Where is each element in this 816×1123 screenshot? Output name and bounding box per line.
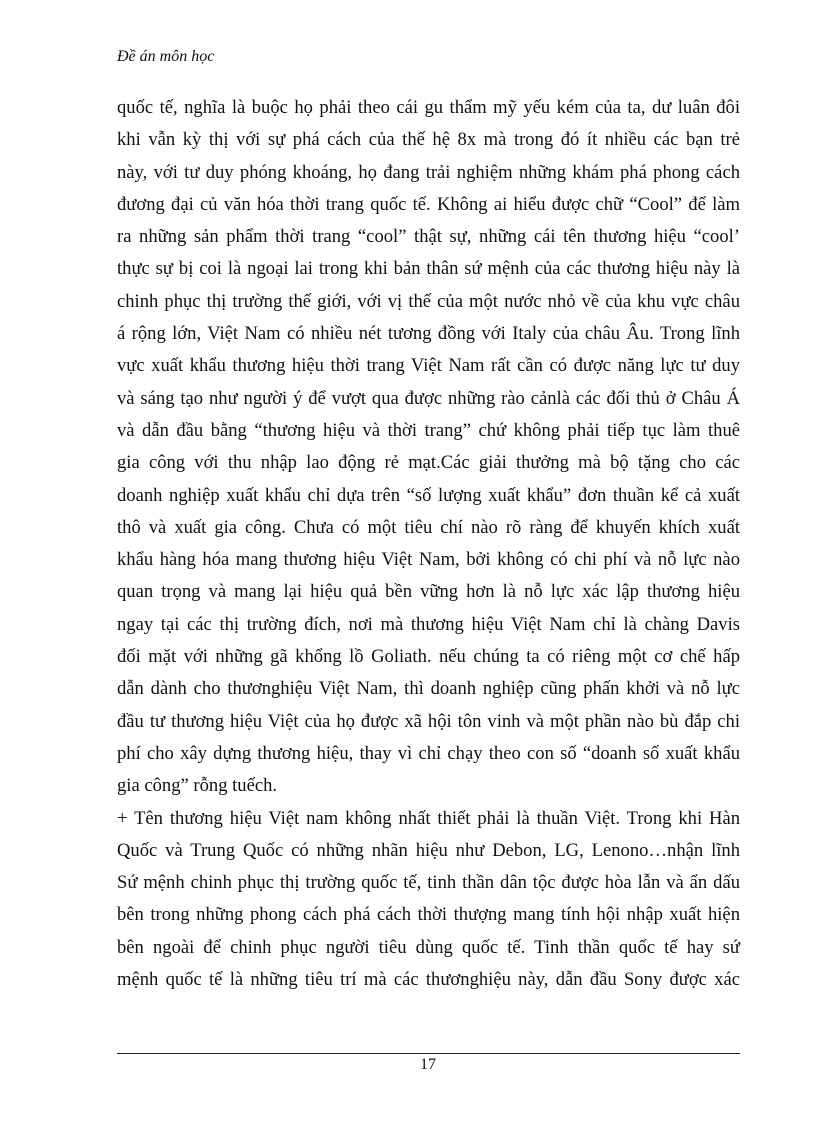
text-line: ra những sản phẩm thời trang “cool” thật sự, những cái tên thương hiệu “cool’ [117,226,740,248]
page-number: 17 [420,1056,436,1073]
text-line: gia công với thu nhập lao động rẻ mạt.Các giải thưởng mà bộ tặng cho các [117,452,740,474]
text-line: phí cho xây dựng thương hiệu, thay vì chỉ chạy theo con số “doanh số xuất khẩu [117,742,740,764]
text-line: chinh phục thị trường thế giới, với vị thế của một nước nhỏ về của khu vực châu [117,290,740,312]
text-line: + Tên thương hiệu Việt nam không nhất thiết phải là thuần Việt. Trong khi Hàn [117,807,740,829]
text-line: khi vẫn kỳ thị với sự phá cách của thế hệ 8x mà trong đó ít nhiều các bạn trẻ [117,129,740,151]
text-line: bên ngoài để chinh phục người tiêu dùng quốc tế. Tinh thần quốc tế hay sứ [117,936,740,958]
text-line: đối mặt với những gã khổng lồ Goliath. nếu chúng ta có riêng một cơ chế hấp [117,646,740,668]
text-line: và dẫn đầu bằng “thương hiệu và thời trang” chứ không phải tiếp tục làm thuê [117,419,740,441]
text-line: á rộng lớn, Việt Nam có nhiều nét tương đồng với Italy của châu Âu. Trong lĩnh [117,323,740,345]
text-line: đầu tư thương hiệu Việt của họ được xã hội tôn vinh và một phần nào bù đắp chi [117,710,740,732]
text-line: Quốc và Trung Quốc có những nhãn hiệu như Debon, LG, Lenono…nhận lĩnh [117,839,740,861]
text-line: ngay tại các thị trường đích, nơi mà thương hiệu Việt Nam chỉ là chàng Davis [117,613,740,635]
text-line: và sáng tạo như người ý để vượt qua được những rào cảnlà các đối thủ ở Châu Á [117,387,740,409]
text-line: đương đại củ văn hóa thời trang quốc tế. Không ai hiểu được chữ “Cool” để làm [117,193,740,215]
text-line: thô và xuất gia công. Chưa có một tiêu chí nào rõ ràng để khuyến khích xuất [117,516,740,538]
text-line: vực xuất khẩu thương hiệu thời trang Việt Nam rất cần có được năng lực tư duy [117,355,740,377]
text-line: mệnh quốc tế là những tiêu trí mà các thươnghiệu này, dẫn đầu Sony được xác [117,969,740,991]
text-line: này, với tư duy phóng khoáng, họ đang trải nghiệm những khám phá phong cách [117,161,740,183]
paragraph [117,803,740,997]
text-line: gia công” rỗng tuếch. [117,775,278,797]
text-line: quan trọng và mang lại hiệu quả bền vững hơn là nỗ lực xác lập thương hiệu [117,581,740,603]
footer-divider [117,1053,740,1054]
running-header: Đề án môn học [117,48,215,65]
text-line: thực sự bị coi là ngoại lai trong khi bản thân sứ mệnh của các thương hiệu này là [117,258,740,280]
text-line: quốc tế, nghĩa là buộc họ phải theo cái gu thẩm mỹ yếu kém của ta, dư luân đôi [117,97,740,118]
paragraph [117,92,740,803]
text-line: doanh nghiệp xuất khẩu chỉ dựa trên “số lượng xuất khẩu” đơn thuần kể cả xuất [117,484,740,506]
text-line: bên trong những phong cách phá cách thời thượng mang tính hội nhập xuất hiện [117,904,740,926]
document-body [117,92,740,996]
text-line: khẩu hàng hóa mang thương hiệu Việt Nam, bởi không có chi phí và nỗ lực nào [117,549,740,571]
text-line: Sứ mệnh chinh phục thị trường quốc tế, tinh thần dân tộc được hòa lẫn và ẩn dấu [117,872,740,894]
text-line: dẫn dành cho thươnghiệu Việt Nam, thì doanh nghiệp cũng phấn khởi và nỗ lực [117,678,740,700]
